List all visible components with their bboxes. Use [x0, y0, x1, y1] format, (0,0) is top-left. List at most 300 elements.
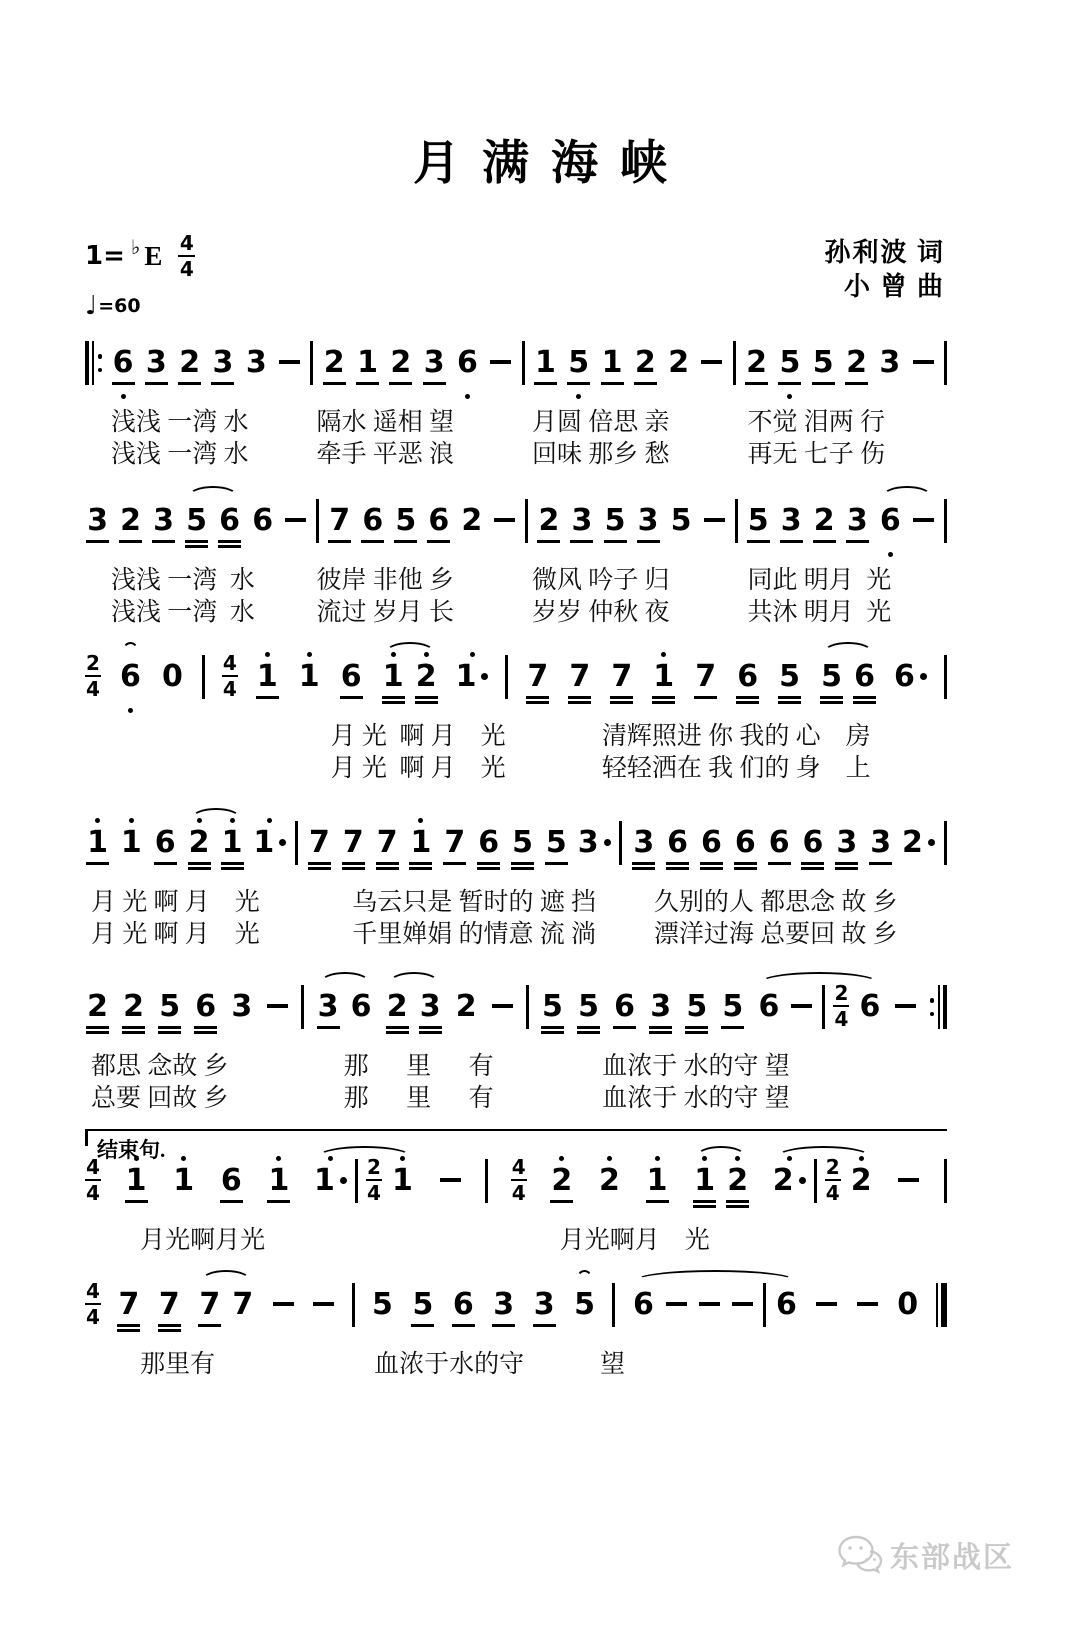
note-digit: 1 [173, 1162, 195, 1198]
jianpu-note [316, 980, 341, 1045]
duration-underlines [394, 537, 417, 550]
octave-dot-below-row [902, 872, 935, 881]
lyric-line-1 [85, 1226, 947, 1256]
note-digit-row [854, 659, 875, 693]
underline [382, 696, 405, 699]
octave-dot-above-row [855, 1278, 880, 1287]
octave-dot-below-row [893, 1036, 918, 1045]
key-tonic: E [144, 240, 163, 271]
octave-dot-below-row [253, 872, 286, 881]
time-signature-numerator: 4 [86, 1279, 100, 1303]
dash-line [898, 1178, 919, 1182]
note-digit: 3 [637, 502, 659, 538]
underline [694, 696, 717, 699]
underline [220, 1200, 243, 1203]
note-digit-row [572, 503, 593, 537]
note-digit: 6 [120, 658, 141, 694]
duration-underlines [493, 537, 516, 550]
note-digit: 0 [161, 658, 183, 694]
underline [835, 862, 858, 865]
jianpu-note [414, 650, 439, 715]
note-digit: 6 [220, 1162, 242, 1198]
underline [117, 1324, 140, 1327]
underline [577, 1031, 600, 1034]
music-system-5 [85, 980, 947, 1114]
note-digit-row [695, 659, 716, 693]
note-digit: 2 [455, 988, 477, 1024]
duration-dash [490, 980, 515, 1045]
key-prefix: 1= [85, 241, 125, 272]
lyric-segment: 望 [600, 1351, 626, 1378]
dash-line [267, 1004, 288, 1008]
note-digit: 2 [551, 1162, 573, 1198]
jianpu-note [566, 336, 591, 401]
lyric-segment: 漂洋过海 总要回 故 乡 [653, 921, 898, 948]
slur-group [631, 1278, 799, 1343]
jianpu-note [877, 336, 902, 401]
note-digit: 2 [179, 344, 201, 380]
jianpu-note [669, 494, 694, 559]
duration-underlines [700, 379, 723, 392]
octave-dot-below-row [144, 392, 169, 401]
note-digit: 5 [545, 824, 567, 860]
duration-dash [911, 336, 936, 401]
note-digit-row [633, 825, 654, 859]
underline [122, 1026, 145, 1029]
note-digit: 2 [188, 824, 210, 860]
duration-underlines [534, 379, 557, 392]
notes-row [85, 336, 947, 401]
dash-row [732, 1287, 753, 1321]
duration-underlines [452, 1321, 475, 1334]
octave-dot-below-row [230, 1334, 255, 1343]
octave-dot-below-row [852, 706, 877, 715]
octave-dot-below-row [819, 706, 844, 715]
duration-underlines [489, 379, 512, 392]
underline [419, 1031, 442, 1034]
note-digit: 5 [395, 502, 417, 538]
lyric-segment: 清辉照进 你 我的 心 房 [601, 723, 871, 750]
lyric-line-1 [85, 1052, 947, 1082]
dash-row [699, 1287, 720, 1321]
duration-underlines [721, 1023, 744, 1036]
duration-dash [311, 1278, 336, 1343]
duration-underlines [382, 693, 405, 706]
duration-underlines [86, 1023, 109, 1036]
octave-dot-below-row [426, 550, 451, 559]
duration-underlines [317, 1023, 340, 1036]
note-digit-row [253, 825, 286, 859]
barline [352, 1283, 355, 1327]
octave-dot [888, 552, 893, 557]
note-digit: 2 [323, 344, 345, 380]
dash-row [857, 1287, 878, 1321]
lyric-segment: 轻轻洒在 我 们的 身 上 [601, 755, 871, 782]
duration-underlines [579, 859, 609, 872]
underline [188, 862, 211, 865]
octave-dot-above-row [789, 980, 814, 989]
note-digit-row [638, 503, 659, 537]
note-digit-row [126, 1163, 147, 1197]
jianpu-note [408, 816, 433, 881]
duration-underlines [419, 1023, 442, 1036]
jianpu-note [455, 336, 480, 401]
jianpu-note [811, 336, 836, 401]
underline [685, 1026, 708, 1029]
octave-dot-below-row [849, 1210, 874, 1219]
jianpu-note [636, 494, 661, 559]
octave-dot-below-row [322, 392, 347, 401]
octave-dot-below-row [664, 1334, 689, 1343]
note-digit: 5 [821, 658, 842, 694]
duration-underlines [267, 1197, 290, 1210]
underline [218, 545, 241, 548]
octave-dot-below-row [666, 392, 691, 401]
jianpu-note [666, 336, 691, 401]
note-digit: 5 [670, 502, 692, 538]
jianpu-note [459, 494, 484, 559]
underline [117, 1329, 140, 1332]
jianpu-note [322, 336, 347, 401]
duration-underlines [152, 537, 175, 550]
jianpu-note [491, 1278, 516, 1343]
note-digit-row [453, 1287, 474, 1321]
note-digit-row [357, 345, 378, 379]
lyric-segment: 血浓于水的守 [374, 1351, 525, 1378]
duration-underlines [492, 1321, 515, 1334]
duration-underlines [652, 693, 675, 706]
duration-underlines [411, 1321, 434, 1334]
barline [202, 655, 205, 699]
note-digit: 6 [428, 502, 450, 538]
note-digit: 3 [231, 988, 253, 1024]
lyric-segment: 不觉 泪两 行 [747, 409, 886, 436]
underline [541, 1031, 564, 1034]
note-digit-row [199, 1287, 220, 1321]
note-digit: 6 [859, 988, 881, 1024]
underline [119, 540, 142, 543]
barline [619, 821, 622, 865]
underline [567, 382, 590, 385]
note-digit-row [121, 825, 142, 859]
note-digit: 5 [512, 824, 533, 860]
duration-underlines [161, 693, 184, 706]
duration-underlines [457, 693, 487, 706]
dash-line [791, 1004, 812, 1008]
barline [944, 655, 947, 699]
note-digit-row [776, 1287, 797, 1321]
underline [158, 1026, 181, 1029]
note-digit-row [377, 825, 398, 859]
duration-dash [697, 1278, 722, 1343]
octave-dot-below-row [800, 872, 825, 881]
underline [340, 696, 363, 699]
note-digit: 7 [569, 658, 591, 694]
underline [632, 862, 655, 865]
underline [545, 862, 568, 865]
octave-dot-below-row [250, 550, 275, 559]
jianpu-note [902, 816, 935, 881]
note-digit: 5 [779, 658, 801, 694]
octave-dot-above-row [492, 494, 517, 503]
octave-dot-above-row [893, 980, 918, 989]
duration-underlines [427, 537, 450, 550]
duration-underlines [443, 859, 466, 872]
octave-dot-below-row [283, 550, 308, 559]
duration-underlines [245, 379, 268, 392]
note-digit-row [737, 659, 758, 693]
note-digit: 2 [390, 344, 412, 380]
jianpu-note [603, 494, 628, 559]
time-signature-numerator: 4 [86, 1155, 100, 1179]
underline [801, 862, 824, 865]
octave-dot [121, 394, 126, 399]
dot [98, 368, 103, 373]
duration-underlines [119, 537, 142, 550]
note-digit-row [748, 503, 769, 537]
octave-dot-below-row [894, 706, 927, 715]
jianpu-note [370, 1278, 395, 1343]
octave-dot-below-row [834, 872, 859, 881]
underline [637, 540, 660, 543]
octave-dot-below-row [339, 706, 364, 715]
jianpu-note [779, 494, 804, 559]
note-digit: 6 [452, 1286, 474, 1322]
note-digit-row [120, 659, 141, 693]
underline [158, 1031, 181, 1034]
note-digit-row [341, 659, 362, 693]
note-digit-row [493, 1287, 514, 1321]
barline [525, 499, 528, 543]
duration-underlines [649, 1023, 672, 1036]
octave-dot-below-row [438, 1210, 463, 1219]
note-digit: 2 [727, 1162, 749, 1198]
octave-dot-below-row [730, 1334, 755, 1343]
note-digit: 1 [314, 1162, 335, 1198]
time-signature-denominator: 4 [834, 1007, 849, 1032]
barline-thick [943, 985, 947, 1029]
slur-group [316, 980, 374, 1045]
octave-dot-below-row [877, 392, 902, 401]
lyric-line-2 [85, 1084, 947, 1114]
octave-dot-below-row [895, 1334, 920, 1343]
lyric-segment: 那 里 有 [343, 1053, 494, 1080]
lyric-segment: 岁岁 仲秋 夜 [532, 599, 670, 626]
octave-dot-above-row [271, 1278, 296, 1287]
octave-dot-above-row [283, 494, 308, 503]
octave-dot-below-row [845, 550, 870, 559]
dash-line [895, 1004, 916, 1008]
barline [505, 655, 508, 699]
lyric-segment: 共沐 明月 光 [747, 599, 892, 626]
octave-dot-below-row [777, 706, 802, 715]
octave-dot [391, 652, 396, 657]
jianpu-note [153, 816, 178, 881]
note-digit: 6 [614, 988, 636, 1024]
note-digit: 7 [232, 1286, 254, 1322]
note-digit-row [602, 345, 623, 379]
music-system-2 [85, 494, 947, 628]
octave-dot-below-row [388, 392, 413, 401]
note-digit-row [343, 825, 364, 859]
note-digit: 6 [854, 658, 875, 694]
octave-dot-below-row [393, 550, 418, 559]
octave-dot-below-row [124, 1210, 149, 1219]
note-digit-row [746, 345, 767, 379]
note-digit-row [803, 825, 824, 859]
note-digit: 3 [423, 344, 445, 380]
octave-dot [197, 818, 202, 823]
octave-dot-below-row [735, 706, 760, 715]
duration-underlines [568, 693, 591, 706]
note-digit-row [578, 989, 599, 1023]
octave-dot-below-row [572, 1334, 597, 1343]
dash-row [895, 989, 916, 1023]
note-digit: 3 [780, 502, 802, 538]
lyric-segment: 彼岸 非他 乡 [316, 567, 455, 594]
lyric-line-2 [85, 598, 947, 628]
octave-dot-below-row [702, 550, 727, 559]
dash-row [313, 1287, 334, 1321]
augmentation-dot [340, 1177, 347, 1184]
lyric-line-1 [85, 722, 947, 752]
time-signature-denominator: 4 [86, 1181, 100, 1206]
note-digit-row [329, 503, 350, 537]
octave-dot-below-row [184, 550, 209, 559]
duration-underlines [726, 1197, 749, 1210]
dash-row [816, 1287, 837, 1321]
underline [634, 382, 657, 385]
note-digit: 6 [219, 502, 241, 538]
dash-line [490, 360, 511, 364]
duration-underlines [567, 379, 590, 392]
underline [869, 862, 892, 865]
octave-dot-below-row [360, 550, 385, 559]
duration-underlines [255, 859, 285, 872]
note-digit-row [162, 659, 183, 693]
jianpu-note [349, 980, 374, 1045]
duration-underlines [570, 537, 593, 550]
octave-dot-above-row [911, 336, 936, 345]
jianpu-note [476, 816, 501, 881]
underline [452, 1324, 475, 1327]
duration-underlines [670, 537, 693, 550]
octave-dot-below-row [600, 392, 625, 401]
jianpu-note [648, 980, 673, 1045]
underline [570, 540, 593, 543]
jianpu-note [533, 336, 558, 401]
dash-line [732, 1302, 753, 1306]
note-digit-row [735, 825, 756, 859]
note-digit-row [614, 989, 635, 1023]
note-digit-row [727, 1163, 748, 1197]
jianpu-note [157, 980, 182, 1045]
jianpu-note [567, 650, 592, 715]
note-digit: 1 [256, 658, 278, 694]
octave-dot-above-row [699, 336, 724, 345]
duration-underlines [230, 1023, 253, 1036]
duration-underlines [218, 537, 241, 550]
duration-underlines [646, 1197, 669, 1210]
duration-underlines [526, 693, 549, 706]
duration-underlines [231, 1321, 254, 1334]
note-digit: 6 [758, 988, 780, 1024]
note-digit-row [195, 989, 216, 1023]
duration-underlines [409, 859, 432, 872]
jianpu-note [418, 980, 443, 1045]
jianpu-note [612, 980, 637, 1045]
underline [376, 862, 399, 865]
lyric-segment: 久别的人 都思念 故 乡 [653, 889, 898, 916]
underline [652, 701, 675, 704]
octave-dot-below-row [210, 392, 235, 401]
underline [308, 867, 331, 870]
octave-dot-below-row [197, 1334, 222, 1343]
underline [666, 867, 689, 870]
octave-dot-below-row [217, 550, 242, 559]
underline [601, 382, 624, 385]
barline [944, 1159, 947, 1203]
lyric-segment: 月 光 啊 月 光 [330, 723, 506, 750]
underline [726, 1205, 749, 1208]
dash-row [440, 1163, 461, 1197]
note-digit-row [650, 989, 671, 1023]
octave-dot-below-row [414, 706, 439, 715]
slur-group [878, 494, 936, 559]
lyric-segment: 浅浅 一湾 水 [111, 599, 255, 626]
note-digit: 7 [158, 1286, 180, 1322]
octave-dot-below-row [578, 872, 611, 881]
note-digit: 5 [604, 502, 626, 538]
note-digit-row [769, 825, 790, 859]
notes-row [85, 494, 947, 559]
octave-dot-below-row [311, 1334, 336, 1343]
duration-dash [488, 336, 513, 401]
lyric-segment: 那里有 [140, 1351, 216, 1378]
note-digit: 1 [221, 824, 243, 860]
repeat-dots [930, 998, 935, 1016]
octave-dot-below-row [609, 706, 634, 715]
jianpu-note [410, 1278, 435, 1343]
octave-dot-below-row [779, 550, 804, 559]
underline [323, 382, 346, 385]
begin-repeat-sign [85, 341, 102, 385]
watermark-text: 东部战区 [889, 1541, 1014, 1574]
octave-dot-below-row [544, 872, 569, 881]
end-repeat-sign [930, 985, 947, 1029]
jianpu-note [210, 336, 235, 401]
lyric-line-2 [85, 440, 947, 470]
octave-dot-below-row [390, 1210, 415, 1219]
note-digit: 1 [694, 1162, 716, 1198]
duration-underlines [376, 859, 399, 872]
duration-underlines [361, 537, 384, 550]
note-digit-row [781, 503, 802, 537]
note-digit: 5 [372, 1286, 393, 1322]
underline [185, 545, 208, 548]
jianpu-note [665, 816, 690, 881]
note-digit-row [231, 989, 252, 1023]
underline [700, 867, 723, 870]
jianpu-note [187, 816, 212, 881]
octave-dot-below-row [773, 1210, 806, 1219]
underline [649, 1031, 672, 1034]
octave-dot-below-row [878, 550, 903, 559]
note-digit: 7 [329, 502, 351, 538]
slur-group [118, 650, 143, 715]
lyric-segment: 千里婵娟 的情意 流 淌 [352, 921, 596, 948]
time-signature [85, 651, 101, 702]
